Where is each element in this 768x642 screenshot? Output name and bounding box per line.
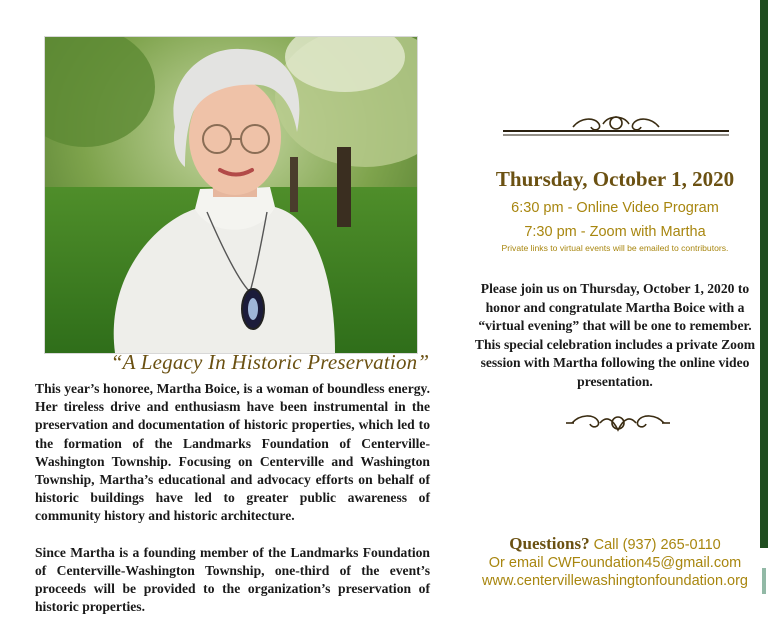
honoree-photo: [44, 36, 418, 354]
phone-number: Call (937) 265-0110: [593, 537, 721, 553]
questions-line: [470, 534, 760, 554]
ornament-scroll-icon: [566, 410, 670, 436]
event-date: Thursday, October 1, 2020: [495, 167, 735, 191]
edge-mark: [762, 568, 766, 594]
website-link[interactable]: www.centervillewashingtonfoundation.org: [482, 573, 748, 589]
right-edge-border: [760, 0, 768, 548]
honoree-bio: [35, 380, 430, 634]
email-line: Or email CWFoundation45@gmail.com: [488, 555, 742, 571]
subtitle-legacy: “A Legacy In Historic Preservation”: [110, 350, 430, 374]
bio-paragraph-2: Since Martha is a founding member of the Landmarks Foundation of Centerville-Washington Township, one-third of the event’s proceeds will be provided to the organization’s preservation of historic properties.: [35, 544, 430, 615]
schedule-item-zoom: 7:30 pm - Zoom with Martha: [524, 224, 706, 240]
ornament-divider-icon: [503, 112, 729, 140]
private-links-note: Private links to virtual events will be emailed to contributors.: [501, 243, 729, 253]
questions-label: Questions?: [509, 534, 590, 553]
schedule-item-video: 6:30 pm - Online Video Program: [511, 200, 719, 216]
bio-paragraph-1: This year’s honoree, Martha Boice, is a woman of boundless energy. Her tireless drive and enthusiasm have been instrumental in the preservation and documentation of historic properties, which led to the formation of the Landmarks Foundation of Centerville-Washington Township. Focusing on Centerville and Washington Township, Martha’s educational and advocacy efforts on behalf of historic buildings have led to greater public awareness of community history and historic architecture.: [35, 381, 430, 524]
invitation-text: Please join us on Thursday, October 1, 2020 to honor and congratulate Martha Boice with a “virtual evening” that will be one to remember. This special celebration includes a private Zoom session with Martha following the online video presentation.: [474, 281, 756, 389]
